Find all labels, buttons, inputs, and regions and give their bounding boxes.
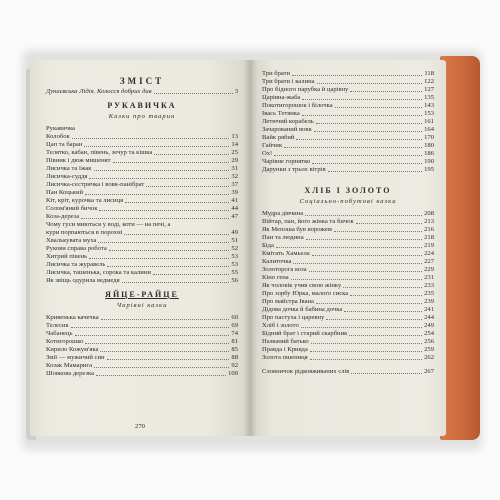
toc-entry [46,338,238,346]
toc-entry-title: Словничок рідковживаних слів [262,368,350,375]
toc-entry-title: Козак Мамарига [46,362,93,369]
leader-dots [309,271,422,272]
toc-entry [46,370,238,378]
toc-entry [262,78,434,86]
toc-entry-title: Про зорбу Юрка, малого сиска [262,290,349,297]
toc-entry-page: 25 [231,149,238,156]
leader-dots [99,210,229,211]
leader-dots [85,343,229,344]
toc-entry-page: 53 [231,261,238,268]
toc-entry-title: Чарівне горнятко [262,158,311,165]
toc-entry-title: Котигорошко [46,338,84,345]
toc-list [46,314,238,378]
book-gutter [243,60,257,436]
toc-entry-page: 244 [424,314,434,321]
leader-dots [316,303,422,304]
leader-dots [107,266,229,267]
leader-dots [302,99,422,100]
leader-dots [310,359,422,360]
toc-entry-page: 256 [424,338,434,345]
left-page [30,60,250,436]
leader-dots [146,186,229,187]
leader-dots [81,218,229,219]
toc-entry [46,173,238,181]
toc-entry-page: 254 [424,330,434,337]
toc-entry-title: Вайк рябий [262,134,295,141]
toc-entry-page: 267 [424,368,434,375]
toc-entry [262,354,434,362]
toc-entry [262,134,434,142]
toc-entry-title: Лисичка, ташенька, сорока та калини [46,269,151,276]
right-page-content [262,70,434,376]
leader-dots [314,131,422,132]
leader-dots [350,91,422,92]
leader-dots [316,123,422,124]
toc-entry-title: Рукови справа робота [46,245,107,252]
toc-entry-title: Правда і Кривда [262,346,308,353]
toc-list [262,70,434,174]
toc-entry-page: 81 [231,338,238,345]
leader-dots [96,375,226,376]
toc-entry-page: 195 [424,166,434,173]
toc-entry-page: 56 [231,277,238,284]
toc-entry-title: Ох! [262,150,273,157]
leader-dots [72,138,230,139]
toc-entry-title: Біда [262,242,274,249]
toc-entry-title: Війтар, пан, його жінка та бичок [262,218,354,225]
toc-entry-title: Пан Коцький [46,189,84,196]
toc-entry-page: 39 [231,189,238,196]
toc-entry [46,197,238,205]
toc-entry-title: Телятко, кабан, півень, зечур та кішка [46,149,153,156]
section-subtitle: Чарівні казки [116,302,168,309]
toc-entry-title: Золоторога коза [262,266,307,273]
toc-entry-page: 170 [424,134,434,141]
toc-entry-page: 53 [231,253,238,260]
toc-entry-title: Названий батько [262,338,309,345]
leader-dots [302,115,422,116]
toc-entry-title: Калиточка [262,258,292,265]
toc-entry-page: 135 [424,94,434,101]
toc-entry-title: Гайчик [262,142,283,149]
toc-entry-title: Шовкова дерезка [46,370,95,377]
toc-entry-title: Хліб і золото [262,322,299,329]
toc-entry [262,166,434,174]
toc-entry-page: 186 [424,150,434,157]
toc-entry [262,322,434,330]
toc-entry-page: 69 [231,322,238,329]
leader-dots [89,258,229,259]
toc-entry-page: 262 [424,354,434,361]
leader-dots [311,343,422,344]
intro-page: 3 [234,88,238,95]
toc-entry [262,298,434,306]
intro-entry [46,88,238,96]
toc-entry-title: Чабанець [46,330,73,337]
toc-entry-title: Лисичка-сестричка і вовк-панібрат [46,181,145,188]
toc-entry-page: 41 [231,197,238,204]
leader-dots [154,93,233,94]
toc-entry-title: Івась Тетянка [262,110,300,117]
toc-entry [262,234,434,242]
toc-entry-page: 164 [424,126,434,133]
toc-entry-title: Бідний брат і старий скарбник [262,330,348,337]
leader-dots [154,154,229,155]
leader-dots [343,287,422,288]
toc-entry [262,70,434,78]
leader-dots [71,327,230,328]
toc-entry [262,226,434,234]
toc-entry-page: 239 [424,298,434,305]
leader-dots [101,319,230,320]
toc-entry [262,158,434,166]
toc-entry [46,277,238,285]
section-title: ХЛІБ І ЗОЛОТО [304,186,392,195]
toc-entry-page: 55 [231,269,238,276]
section-title: РУКАВИЧКА [107,101,177,110]
leader-dots [312,255,422,256]
toc-entry [46,165,238,173]
leader-dots [98,242,229,243]
leader-dots [122,282,230,283]
book-cover-edge [440,56,480,440]
toc-entry [262,338,434,346]
toc-entry [262,94,434,102]
toc-entry-page: 227 [424,258,434,265]
toc-entry [46,269,238,277]
leader-dots [109,250,230,251]
toc-entry-page: 74 [231,330,238,337]
toc-entry-title: Телесик [46,322,69,329]
toc-entry-title: Кіно гена [262,274,289,281]
leader-dots [292,75,422,76]
toc-entry-page: 190 [424,158,434,165]
toc-entry-title: Про пастуха і царевну [262,314,325,321]
toc-list [46,125,238,285]
toc-entry [46,133,238,141]
toc-entry-page: 92 [231,362,238,369]
toc-entry-title: Три брати і калина [262,78,315,85]
toc-entry-page: 259 [424,346,434,353]
leader-dots [94,170,230,171]
toc-entry [46,245,238,253]
right-page [250,60,446,436]
leader-dots [301,327,422,328]
page-number: 270 [135,423,145,430]
toc-entry-title: Золота пшениця [262,354,308,361]
intro-label: Дунаєвська Лідія. Колосся добрих див [46,88,152,95]
leader-dots [125,202,229,203]
toc-entry-title: Змії — мужичий син [46,354,105,361]
toc-entry-page: 235 [424,290,434,297]
toc-entry-title: Як чоловік учив свою жінку [262,282,342,289]
toc-entry [46,181,238,189]
toc-entry-page: 180 [424,142,434,149]
toc-entry-title: Кирило Кожум'яка [46,346,99,353]
toc-entry-title: Хитрий півень [46,253,88,260]
toc-entry [262,250,434,258]
toc-entry [262,314,434,322]
toc-entry [46,221,238,229]
toc-entry [46,189,238,197]
toc-entry-title: Дарунки з трьох вітрів [262,166,326,173]
leader-dots [349,335,422,336]
toc-entry [262,142,434,150]
leader-dots [312,163,422,164]
toc-entry-page: 231 [424,274,434,281]
toc-entry-page: 153 [424,110,434,117]
toc-entry-page: 161 [424,118,434,125]
toc-entry [46,314,238,322]
toc-entry [262,266,434,274]
toc-entry-title: Хвалькувата муха [46,237,97,244]
toc-entry-page: 249 [424,322,434,329]
toc-entry-page: 219 [424,242,434,249]
toc-entry-page: 224 [424,250,434,257]
leader-dots [107,359,230,360]
toc-entry-title: Рукавичка [46,125,75,132]
toc-entry [46,322,238,330]
toc-entry [262,210,434,218]
toc-entry-page: 14 [231,141,238,148]
toc-entry-page: 100 [228,370,238,377]
toc-entry-page: 49 [231,229,238,236]
toc-entry [46,261,238,269]
toc-entry-page: 29 [231,157,238,164]
toc-entry [46,362,238,370]
toc-entry [46,237,238,245]
section-title: ЯЙЦЕ-РАЙЦЕ [105,290,179,299]
leader-dots [335,107,422,108]
toc-entry [262,150,434,158]
toc-entry [46,253,238,261]
leader-dots [296,139,422,140]
toc-entry-title: Як Мепоша був ворожем [262,226,332,233]
toc-entry-page: 88 [231,354,238,361]
leader-dots [305,215,422,216]
toc-entry-page: 241 [424,306,434,313]
leader-dots [274,155,422,156]
toc-entry-page: 233 [424,282,434,289]
toc-entry-title: Кривенька качечка [46,314,99,321]
leader-dots [94,367,229,368]
section-subtitle: Соціально-побутові казки [299,198,397,205]
toc-entry-page: 118 [424,70,434,77]
leader-dots [75,335,230,336]
toc-entry-page: 208 [424,210,434,217]
leader-dots [334,231,422,232]
leader-dots [84,146,229,147]
toc-entry-title: Дідова дочка й бабина дочка [262,306,343,313]
toc-entry-title: Коза-дереза [46,213,80,220]
toc-entry-page: 85 [231,346,238,353]
toc-entry-page: 31 [231,165,238,172]
toc-entry [262,86,434,94]
toc-entry-page: 216 [424,226,434,233]
toc-entry [262,290,434,298]
toc-entry [46,125,238,133]
toc-entry-title: Три брати [262,70,291,77]
toc-entry-page: 32 [231,173,238,180]
toc-entry-title: Цап та баран [46,141,83,148]
leader-dots [276,247,422,248]
leader-dots [293,263,422,264]
leader-dots [344,311,422,312]
toc-entry [262,110,434,118]
toc-entry-page: 44 [231,205,238,212]
toc-entry [262,242,434,250]
toc-entry-title: Летючий корабель [262,118,314,125]
toc-entry [46,346,238,354]
toc-entry-title: Зачарований вовк [262,126,312,133]
toc-entry [46,213,238,221]
leader-dots [124,234,229,235]
contents-title: ЗМІСТ [119,76,165,86]
toc-entry-page: 13 [231,133,238,140]
toc-entry [262,102,434,110]
leader-dots [356,223,422,224]
toc-entry-title: Лисичка та їжак [46,165,92,172]
leader-dots [351,373,422,374]
section-subtitle: Казки про тварин [108,113,176,120]
left-page-content [46,72,238,378]
toc-entry [262,282,434,290]
toc-entry-page: 37 [231,181,238,188]
toc-entry [46,354,238,362]
toc-entry-title: Кмітать Хамьела [262,250,310,257]
toc-entry [46,205,238,213]
toc-entry-title: кури порпаються в порохні [46,229,123,236]
toc-entry-page: 47 [231,213,238,220]
toc-entry [262,274,434,282]
toc-entry-title: Пан та людина [262,234,304,241]
leader-dots [113,162,230,163]
leader-dots [326,319,422,320]
leader-dots [291,279,422,280]
leader-dots [310,351,422,352]
toc-entry [46,330,238,338]
toc-entry-page: 51 [231,237,238,244]
toc-entry-page: 218 [424,234,434,241]
leader-dots [317,83,423,84]
toc-entry-page: 127 [424,86,434,93]
toc-entry-title: Про бідного парубка й царівну [262,86,349,93]
toc-list [262,210,434,362]
toc-entry [262,118,434,126]
toc-entry-title: Півник і дюж мишенят [46,157,111,164]
toc-entry [46,149,238,157]
toc-entry-title: Солом'яний бичок [46,205,98,212]
toc-entry-page: 52 [231,245,238,252]
toc-entry [262,306,434,314]
leader-dots [153,274,230,275]
leader-dots [350,295,422,296]
toc-entry [262,330,434,338]
toc-entry-page: 122 [424,78,434,85]
toc-entry [46,157,238,165]
leader-dots [328,171,423,172]
leader-dots [89,178,229,179]
toc-entry-title: Мудра дівчина [262,210,304,217]
toc-entry-title: Як звіщь одурила ведмедя [46,277,120,284]
toc-entry-page: 143 [424,102,434,109]
toc-entry-title: Кіт, кріт, курочка та лисиця [46,197,124,204]
toc-entry-title: Царівна-жаба [262,94,301,101]
toc-entry [46,141,238,149]
toc-entry-title: Чому гуси миються у воді, коти — на печі, а [46,221,171,228]
toc-entry [262,126,434,134]
leader-dots [85,194,229,195]
toc-entry-page: 213 [424,218,434,225]
toc-entry-title: Лисичка та журавель [46,261,106,268]
toc-entry-title: Покотигорошок і білочка [262,102,333,109]
toc-entry-page: 60 [231,314,238,321]
toc-entry-title: Колобок [46,133,70,140]
toc-entry-title: Про майстра Івана [262,298,314,305]
leader-dots [284,147,422,148]
leader-dots [306,239,422,240]
toc-entry [262,368,434,376]
toc-entry [262,346,434,354]
toc-entry [262,218,434,226]
leader-dots [100,351,229,352]
toc-entry-page: 229 [424,266,434,273]
toc-entry-title: Лисичка-суддя [46,173,88,180]
toc-entry [262,258,434,266]
toc-entry [46,229,238,237]
